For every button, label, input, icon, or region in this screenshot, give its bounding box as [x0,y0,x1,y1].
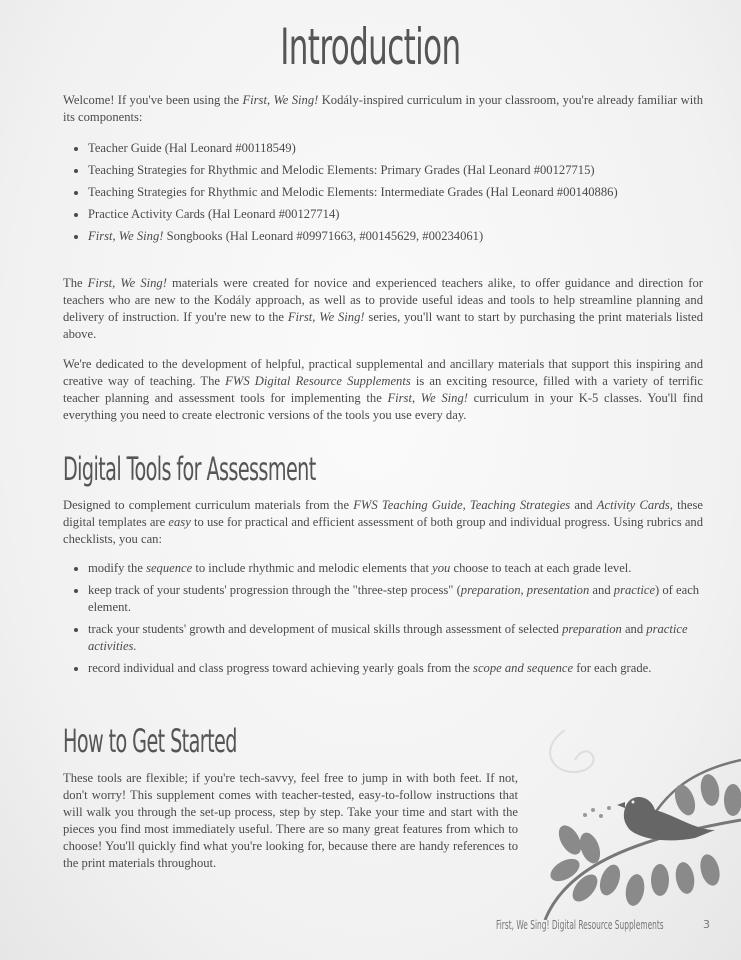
components-list [63,140,718,250]
italic-text: First, We Sing! [287,310,365,324]
text-segment: to use for practical and efficient assessment of both group and individual progress. Using rubrics and checklists, you can: [63,515,703,546]
italic-text: practice activities. [88,622,688,653]
intro-paragraph-2 [63,275,703,343]
assessment-heading: Digital Tools for Assessment [63,450,316,488]
text-segment: The [63,276,88,290]
text-segment: Teaching Strategies for Rhythmic and Melodic Elements: Intermediate Grades (Hal Leonard #00140886) [88,185,618,199]
started-paragraph [63,770,518,872]
text-segment: to include rhythmic and melodic elements that [192,561,433,575]
music-notes-icon [583,806,611,818]
text-segment: and [621,622,647,636]
text-segment: and [589,583,614,597]
text-segment: curriculum in your K-5 classes. You'll find everything you need to create electronic versions of the tools you use every day. [63,391,703,422]
text-segment: choose to teach at each grade level. [450,561,632,575]
italic-text: practice [613,583,656,597]
bird-icon [617,797,715,840]
footer-title: First, We Sing! Digital Resource Supplements [496,918,664,932]
text-segment: materials were created for novice and experienced teachers alike, to offer guidance and direction for teachers who are new to the Kodály approach, as well as to provide useful ideas and tools to help streamline planning and delivery of instruction. If you're new to the [63,276,703,324]
assessment-list [63,560,718,682]
text-segment: Teacher Guide (Hal Leonard #00118549) [88,141,296,155]
italic-text: scope and sequence [473,661,574,675]
list-item [88,184,718,201]
leaves-icon [547,773,741,908]
text-segment: Welcome! If you've been using the [63,93,243,107]
italic-text: Activity Cards, [596,498,673,512]
list-item [88,660,718,677]
italic-text: sequence [146,561,193,575]
text-segment: ) of each element. [88,583,700,614]
intro-paragraph-3 [63,356,703,424]
italic-text: First, We Sing! [87,276,167,290]
text-segment: series, you'll want to start by purchasing the print materials listed above. [63,310,704,341]
text-segment: these digital templates are [63,498,704,529]
list-item [88,621,718,655]
text-segment: is an exciting resource, filled with a variety of terrific teacher planning and assessment tools for implementing the [63,374,703,405]
italic-text: easy [168,515,191,529]
italic-text: preparation [562,622,622,636]
list-item [88,140,718,157]
text-segment: record individual and class progress toward achieving yearly goals from the [88,661,474,675]
bird-on-branch-illustration [525,730,741,920]
text-segment: Practice Activity Cards (Hal Leonard #00127714) [88,207,340,221]
assessment-paragraph [63,497,703,548]
text-segment: We're dedicated to the development of helpful, practical supplemental and ancillary materials that support this inspiring and creative way of teaching. The [63,357,703,388]
page-number: 3 [703,918,710,931]
text-segment: Teaching Strategies for Rhythmic and Melodic Elements: Primary Grades (Hal Leonard #00127715) [88,163,595,177]
text-segment: Kodály-inspired curriculum in your classroom, you're already familiar with its components: [63,93,703,124]
text-segment: Designed to complement curriculum materials from the [63,498,354,512]
text-segment: and [570,498,597,512]
started-heading: How to Get Started [63,722,237,760]
italic-text: FWS Digital Resource Supplements [225,374,411,388]
text-segment: for each grade. [573,661,652,675]
text-segment: keep track of your students' progression through the "three-step process" ( [88,583,461,597]
text-segment: track your students' growth and development of musical skills through assessment of selected [88,622,563,636]
italic-text: First, We Sing! [387,391,468,405]
page-title: Introduction [280,18,461,76]
list-item [88,228,718,245]
italic-text: you [432,561,451,575]
intro-paragraph-1 [63,92,703,126]
list-item [88,206,718,223]
italic-text: First, We Sing! [88,229,164,243]
text-segment: modify the [88,561,147,575]
list-item [88,560,718,577]
italic-text: FWS Teaching Guide, Teaching Strategies [353,498,571,512]
text-segment: Songbooks (Hal Leonard #09971663, #00145629, #00234061) [163,229,484,243]
italic-text: preparation, presentation [460,583,590,597]
list-item [88,582,718,616]
text-segment: These tools are flexible; if you're tech-savvy, feel free to jump in with both feet. If not, don't worry! This supplement comes with teacher-tested, easy-to-follow instructions that will walk you through the set-up process, step by step. Take your time and start with the pieces you find most immediately useful. There are so many great features from which to choose! You'll quickly find what you're looking for, because there are handy references to the print materials throughout. [63,771,518,870]
list-item [88,162,718,179]
italic-text: First, We Sing! [242,93,319,107]
